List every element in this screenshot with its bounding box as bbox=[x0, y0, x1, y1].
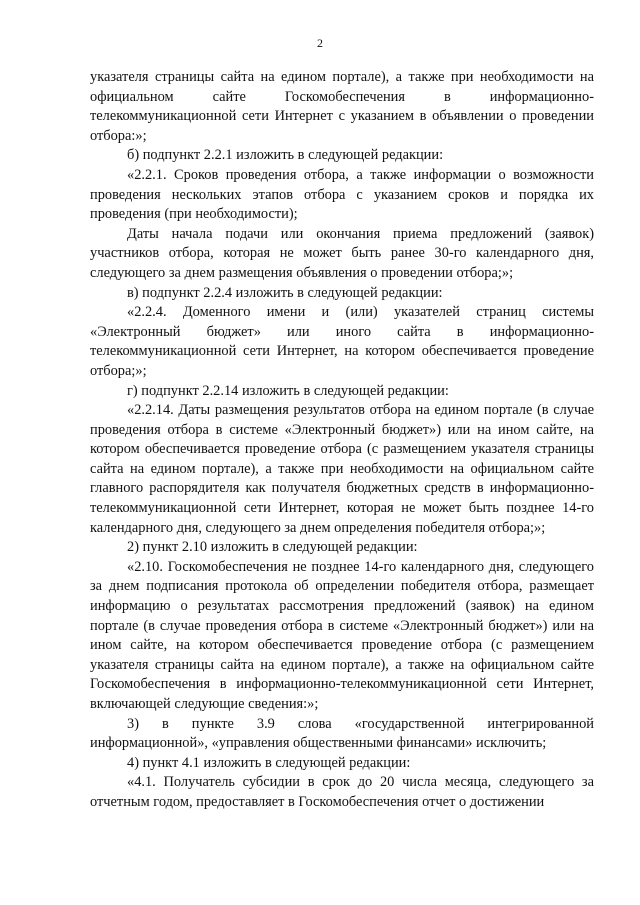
paragraph: «2.2.1. Сроков проведения отбора, а также информации о возможности проведения нескольких этапов отбора с указанием сроков и порядка их проведения (при необходимости); bbox=[90, 166, 594, 223]
body-text bbox=[90, 68, 594, 813]
paragraph: 2) пункт 2.10 изложить в следующей редакции: bbox=[127, 539, 418, 556]
paragraph: «2.2.14. Даты размещения результатов отбора на едином портале (в случае проведения отбора в системе «Электронный бюджет») или на ином сайте, на котором обеспечивается проведение отбора (с размещением указателя страницы сайта на едином портале), а также при необходимости на официальном сайте главного распорядителя как получателя бюджетных средств в информационно-телекоммуникационной сети Интернет, которая не может быть позднее 14-го календарного дня, следующего за днем определения победителя отбора;»; bbox=[90, 402, 594, 536]
paragraph: 4) пункт 4.1 изложить в следующей редакции: bbox=[127, 754, 411, 771]
paragraph: «4.1. Получатель субсидии в срок до 20 числа месяца, следующего за отчетным годом, предоставляет в Госкомобеспечения отчет о достижении bbox=[90, 774, 594, 810]
paragraph: в) подпункт 2.2.4 изложить в следующей редакции: bbox=[127, 284, 443, 301]
paragraph: указателя страницы сайта на едином портале), а также при необходимости на официальном сайте Госкомобеспечения в информационно-телекоммуникационной сети Интернет с указанием в объявлении о проведении отбора:»; bbox=[90, 69, 594, 144]
paragraph: г) подпункт 2.2.14 изложить в следующей редакции: bbox=[127, 382, 449, 399]
paragraph: «2.2.4. Доменного имени и (или) указателей страниц системы «Электронный бюджет» или иного сайта в информационно-телекоммуникационной сети Интернет, на котором обеспечивается проведение отбора;»; bbox=[90, 304, 594, 379]
paragraph: «2.10. Госкомобеспечения не позднее 14-го календарного дня, следующего за днем подписания протокола об определении победителя отбора, размещает информацию о результатах рассмотрения предложений (заявок) на едином портале (в случае проведения отбора в системе «Электронный бюджет») или на ином сайте, на котором обеспечивается проведение отбора (с размещением указателя страницы сайта на едином портале), а также на официальном сайте Госкомобеспечения в информационно-телекоммуникационной сети Интернет, включающей следующие сведения:»; bbox=[90, 558, 594, 712]
paragraph: б) подпункт 2.2.1 изложить в следующей редакции: bbox=[127, 147, 444, 164]
page-number: 2 bbox=[317, 36, 323, 50]
paragraph: Даты начала подачи или окончания приема предложений (заявок) участников отбора, которая не может быть ранее 30-го календарного дня, следующего за днем размещения объявления о проведении отбора;»; bbox=[90, 225, 594, 281]
paragraph: 3) в пункте 3.9 слова «государственной интегрированной информационной», «управления общественными финансами» исключить; bbox=[90, 715, 594, 752]
